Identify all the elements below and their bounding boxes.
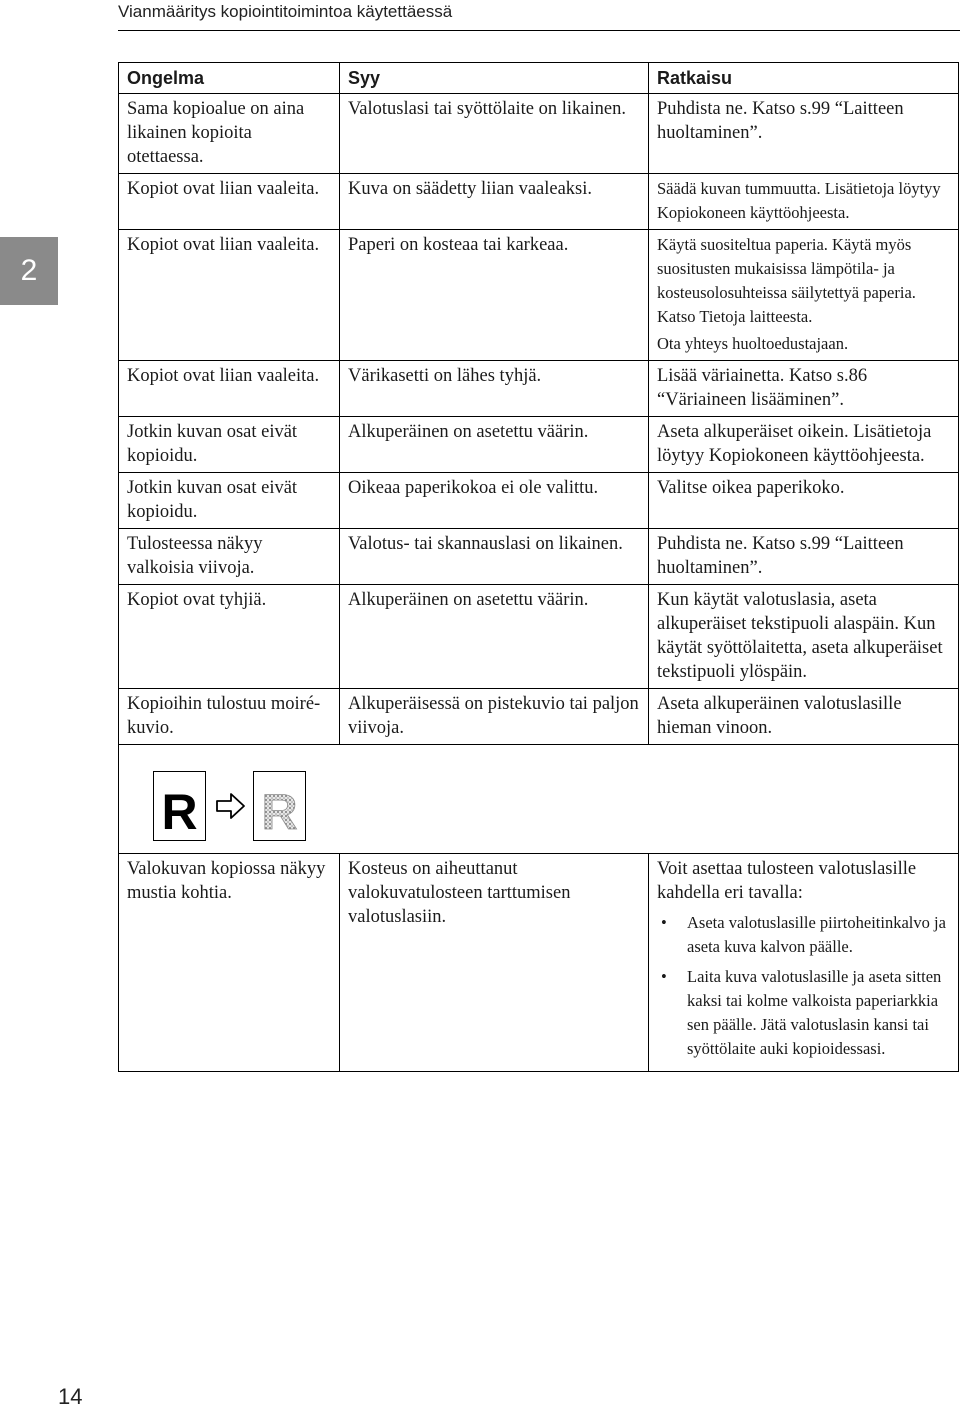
problem-cell: Jotkin kuvan osat eivät kopioidu. <box>119 473 340 529</box>
solution-text: Ota yhteys huoltoedustajaan. <box>657 334 849 353</box>
header-problem: Ongelma <box>119 63 340 94</box>
moire-illustration <box>153 771 313 841</box>
troubleshooting-table <box>118 62 959 1072</box>
solution-text: Säädä kuvan tummuutta. Lisätietoja löytyy Kopiokoneen käyttöohjeesta. <box>657 179 941 222</box>
solution-text: Käytä suositeltua paperia. Käytä myös suositusten mukaisissa lämpötila- ja kosteusolosuhteissa säilytettyä paperia. Katso Tietoja laitteesta. <box>657 235 916 326</box>
chapter-tab: 2 <box>0 237 58 305</box>
solution-text: Puhdista ne. Katso s.99 “Laitteen huoltaminen”. <box>657 534 904 578</box>
header-solution: Ratkaisu <box>649 63 959 94</box>
solution-text: Valitse oikea paperikoko. <box>657 478 845 498</box>
cause-cell: Kosteus on aiheuttanut valokuvatulosteen tarttumisen valotuslasiin. <box>340 854 649 1072</box>
solution-intro: Voit asettaa tulosteen valotuslasille kahdella eri tavalla: <box>657 859 917 903</box>
solution-cell <box>649 230 959 361</box>
table-row <box>119 854 959 1072</box>
solution-bullet-list <box>657 911 950 1061</box>
cause-cell: Valotus- tai skannauslasi on likainen. <box>340 529 649 585</box>
table-header-row <box>119 63 959 94</box>
running-header: Vianmääritys kopiointitoimintoa käytettäessä <box>118 2 453 21</box>
cause-cell: Kuva on säädetty liian vaaleaksi. <box>340 174 649 230</box>
header-cause: Syy <box>340 63 649 94</box>
problem-cell: Tulosteessa näkyy valkoisia viivoja. <box>119 529 340 585</box>
solution-text: Kun käytät valotuslasia, aseta alkuperäiset tekstipuoli alaspäin. Kun käytät syöttölaitetta, aseta alkuperäiset tekstipuoli ylöspäin. <box>657 590 943 682</box>
header-rule <box>118 30 960 31</box>
solution-cell <box>649 473 959 529</box>
solution-cell <box>649 689 959 745</box>
table-row <box>119 417 959 473</box>
bullet-icon: • <box>661 913 667 932</box>
solution-text: Aseta alkuperäiset oikein. Lisätietoja löytyy Kopiokoneen käyttöohjeesta. <box>657 422 932 466</box>
solution-cell <box>649 174 959 230</box>
cause-cell: Oikeaa paperikokoa ei ole valittu. <box>340 473 649 529</box>
table-row <box>119 94 959 174</box>
table-row <box>119 473 959 529</box>
page-number: 14 <box>58 1384 83 1409</box>
moire-copy-letter: R <box>261 784 298 840</box>
problem-cell: Sama kopioalue on aina likainen kopioita otettaessa. <box>119 94 340 174</box>
table-row <box>119 361 959 417</box>
solution-cell <box>649 94 959 174</box>
cause-cell: Paperi on kosteaa tai karkeaa. <box>340 230 649 361</box>
illustration-row <box>119 745 959 854</box>
arrow-right-icon <box>217 794 244 818</box>
table-row <box>119 689 959 745</box>
problem-cell: Kopiot ovat liian vaaleita. <box>119 174 340 230</box>
list-item <box>657 965 950 1061</box>
problem-cell: Kopiot ovat liian vaaleita. <box>119 361 340 417</box>
solution-text: Puhdista ne. Katso s.99 “Laitteen huoltaminen”. <box>657 99 904 143</box>
cause-cell: Alkuperäisessä on pistekuvio tai paljon viivoja. <box>340 689 649 745</box>
problem-cell: Kopioihin tulostuu moiré-kuvio. <box>119 689 340 745</box>
list-item-text: Laita kuva valotuslasille ja aseta sitten kaksi tai kolme valkoista paperiarkkia sen päälle. Jätä valotuslasin kansi tai syöttölaite auki kopioidessasi. <box>687 967 942 1058</box>
bullet-icon: • <box>661 967 667 986</box>
solution-cell <box>649 585 959 689</box>
cause-cell: Alkuperäinen on asetettu väärin. <box>340 585 649 689</box>
table-row <box>119 585 959 689</box>
solution-cell <box>649 854 959 1072</box>
solution-cell <box>649 417 959 473</box>
original-letter: R <box>161 784 198 840</box>
solution-text: Lisää väriainetta. Katso s.86 “Väriaineen lisääminen”. <box>657 366 868 410</box>
list-item-text: Aseta valotuslasille piirtoheitinkalvo ja aseta kuva kalvon päälle. <box>687 913 946 956</box>
cause-cell: Värikasetti on lähes tyhjä. <box>340 361 649 417</box>
problem-cell: Kopiot ovat tyhjiä. <box>119 585 340 689</box>
table-row <box>119 174 959 230</box>
cause-cell: Alkuperäinen on asetettu väärin. <box>340 417 649 473</box>
illustration-cell <box>119 745 959 854</box>
problem-cell: Valokuvan kopiossa näkyy mustia kohtia. <box>119 854 340 1072</box>
cause-cell: Valotuslasi tai syöttölaite on likainen. <box>340 94 649 174</box>
solution-text: Aseta alkuperäinen valotuslasille hieman vinoon. <box>657 694 902 738</box>
solution-cell <box>649 361 959 417</box>
problem-cell: Jotkin kuvan osat eivät kopioidu. <box>119 417 340 473</box>
solution-cell <box>649 529 959 585</box>
list-item <box>657 911 950 959</box>
problem-cell: Kopiot ovat liian vaaleita. <box>119 230 340 361</box>
table-row <box>119 529 959 585</box>
table-row <box>119 230 959 361</box>
